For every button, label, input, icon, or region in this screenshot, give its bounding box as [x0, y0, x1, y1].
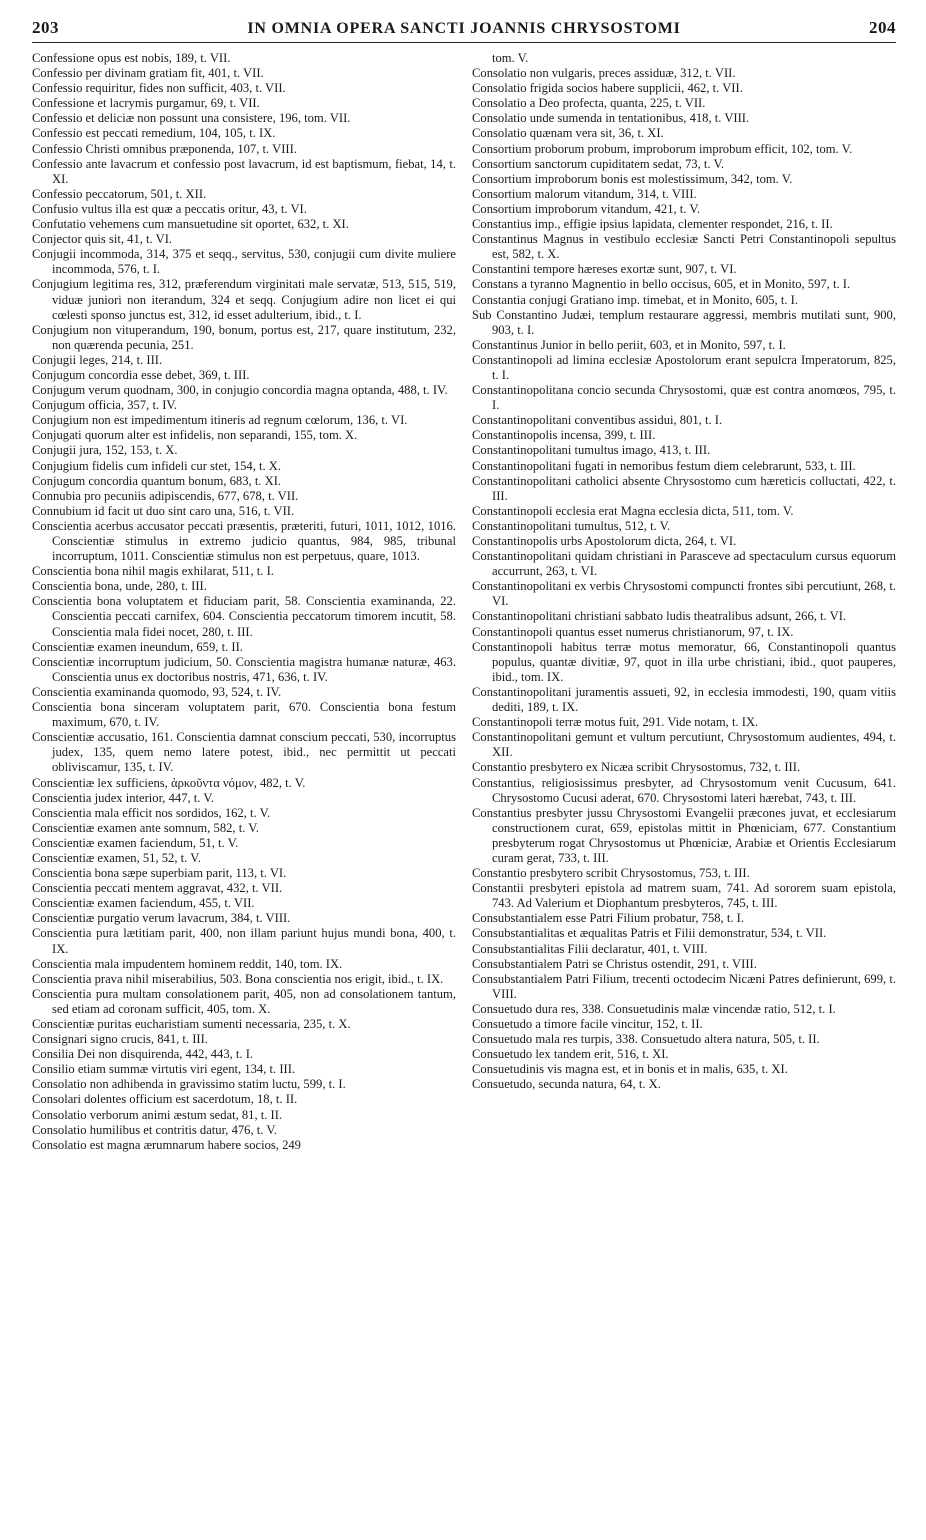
index-entry: Conscientia peccati mentem aggravat, 432, t. VII. [32, 881, 283, 896]
index-entry: Consuetudo dura res, 338. Consuetudinis malæ vincendæ ratio, 512, t. I. [472, 1001, 836, 1016]
index-entry: Constantinopoli quantus esset numerus christianorum, 97, t. IX. [472, 624, 794, 639]
index-entry: Consortium improborum bonis est molestissimum, 342, tom. V. [472, 171, 793, 186]
index-entry: Consortium proborum probum, improborum improbum efficit, 102, tom. V. [472, 141, 853, 156]
index-entry: Constantinopolitani tumultus imago, 413, t. III. [472, 443, 711, 458]
index-entry: Conjugum concordia esse debet, 369, t. III. [32, 367, 250, 382]
index-entry: Conscientia mala efficit nos sordidos, 162, t. V. [32, 805, 271, 820]
index-entry: Consuetudinis vis magna est, et in bonis et in malis, 635, t. XI. [472, 1062, 788, 1077]
index-entry: Constantinus Magnus in vestibulo ecclesiæ Sancti Petri Constantinopoli sepultus est, 582, t. X. [472, 232, 896, 262]
index-entry: Constantinopoli terræ motus fuit, 291. Vide notam, t. IX. [472, 715, 759, 730]
index-entry: Conjugii leges, 214, t. III. [32, 352, 163, 367]
index-entry: Confessione opus est nobis, 189, t. VII. [32, 51, 231, 65]
index-entry: Constantio presbytero scribit Chrysostomus, 753, t. III. [472, 866, 750, 881]
index-entry: Constantinopolitani conventibus assidui, 801, t. I. [472, 413, 723, 428]
index-entry: Consilia Dei non disquirenda, 442, 443, t. I. [32, 1047, 254, 1062]
index-entry: Consubstantialitas et æqualitas Patris et Filii demonstratur, 534, t. VII. [472, 926, 827, 941]
index-entry: Conscientia bona sæpe superbiam parit, 113, t. VI. [32, 866, 287, 881]
index-entry: Conscientiæ accusatio, 161. Conscientia damnat conscium peccati, 530, incorruptus judex, 135, quem nemo latere potest, ibid., nec permittit ut peccati obliviscamur, 135, t. IV. [32, 730, 456, 775]
index-entry: Conjugium fidelis cum infideli cur stet, 154, t. X. [32, 458, 282, 473]
index-entry: Conscientia examinanda quomodo, 93, 524, t. IV. [32, 684, 282, 699]
index-entry: Consolatio quænam vera sit, 36, t. XI. [472, 126, 664, 141]
index-entry: Conscientia acerbus accusator peccati præsentis, præteriti, futuri, 1011, 1012, 1016. Conscientiæ stimulus in extremo judicio quantus, 984, 985, tribunal incorruptum, 1011. Conscientiæ stimulus non est perpetuus, quare, 1013. [32, 518, 456, 564]
index-entry: Conjector quis sit, 41, t. VI. [32, 232, 173, 247]
index-entry: Confessio requiritur, fides non sufficit, 403, t. VII. [32, 81, 286, 96]
index-entry: Consignari signo crucis, 841, t. III. [32, 1032, 208, 1047]
index-entry: Constantinus Junior in bello periit, 603, et in Monito, 597, t. I. [472, 337, 786, 352]
index-entry: Consolatio non adhibenda in gravissimo statim luctu, 599, t. I. [32, 1077, 346, 1092]
index-entry: Constantinopolitani ex verbis Chrysostomi compuncti frontes sibi percutiunt, 268, t. VI. [472, 579, 896, 609]
index-entry: Constantini tempore hæreses exortæ sunt, 907, t. VI. [472, 262, 737, 277]
index-entry: Consilio etiam summæ virtutis viri egent, 134, t. III. [32, 1062, 296, 1077]
index-entry: Conscientiæ examen faciendum, 51, t. V. [32, 835, 239, 850]
index-entry: tom. V. [492, 51, 529, 65]
index-entry: Constantinopolitani juramentis assueti, 92, in ecclesia immodesti, 190, quam vitiis dediti, 189, t. IX. [472, 684, 896, 715]
index-entry: Confessio ante lavacrum et confessio post lavacrum, id est baptismum, fiebat, 14, t. XI. [32, 156, 456, 186]
index-entry: Constantinopolis incensa, 399, t. III. [472, 428, 656, 443]
index-entry: Consolatio unde sumenda in tentationibus, 418, t. VIII. [472, 111, 750, 126]
index-entry: Constantinopoli habitus terræ motus memoratur, 66, Constantinopoli quantus populus, quantæ divitiæ, 97, quot in illa urbe christiani, ibid., quot pauperes, ibid., tom. IX. [472, 639, 896, 684]
index-entry: Constantinopolitani tumultus, 512, t. V. [472, 518, 671, 533]
index-entry: Conscientia pura multam consolationem parit, 405, non ad consolationem tantum, sed etiam ad coronam sufficit, 405, tom. X. [32, 986, 456, 1016]
index-entry: Conscientiæ examen, 51, 52, t. V. [32, 850, 201, 865]
running-title: IN OMNIA OPERA SANCTI JOANNIS CHRYSOSTOMI [247, 20, 681, 37]
index-entry: Conjugium non vituperandum, 190, bonum, portus est, 217, quare institutum, 232, non quærenda pecunia, 251. [32, 322, 456, 352]
index-entry: Constantio presbytero ex Nicæa scribit Chrysostomus, 732, t. III. [472, 760, 801, 775]
index-entry: Conjugii jura, 152, 153, t. X. [32, 443, 178, 458]
index-entry: Conscientiæ lex sufficiens, ἀρκοῦντα νόμον, 482, t. V. [32, 775, 306, 790]
index-entry: Constantinopolitana concio secunda Chrysostomi, quæ est contra anomœos, 795, t. I. [472, 383, 896, 413]
index-entry: Conscientiæ examen ante somnum, 582, t. V. [32, 820, 259, 835]
index-entry: Consolatio non vulgaris, preces assiduæ, 312, t. VII. [472, 66, 736, 81]
index-entry: Conjugum officia, 357, t. IV. [32, 398, 178, 413]
index-entry: Consuetudo, secunda natura, 64, t. X. [472, 1077, 661, 1092]
index-entry: Confessione et lacrymis purgamur, 69, t. VII. [32, 96, 260, 111]
index-entry: Connubium id facit ut duo sint caro una, 516, t. VII. [32, 503, 295, 518]
index-entry: Conscientiæ purgatio verum lavacrum, 384, t. VIII. [32, 911, 291, 926]
index-entry: Conjugum concordia quantum bonum, 683, t. XI. [32, 473, 282, 488]
index-entry: Consolatio frigida socios habere supplicii, 462, t. VII. [472, 81, 743, 96]
index-entry: Constantius imp., effigie ipsius lapidata, clementer respondet, 216, t. II. [472, 217, 833, 232]
index-entry: Constantii presbyteri epistola ad matrem suam, 741. Ad sororem suam epistola, 743. Ad Valerium et Diophantum presbyteros, 745, t. III. [472, 881, 896, 911]
index-entry: Consubstantialem Patri Filium, trecenti octodecim Nicæni Patres definierunt, 699, t. VIII. [472, 971, 896, 1001]
index-entry: Conscientiæ incorruptum judicium, 50. Conscientia magistra humanæ naturæ, 463. Conscientia unus ex doctoribus nostris, 471, 636, t. IV. [32, 654, 456, 684]
index-entry: Consuetudo a timore facile vincitur, 152, t. II. [472, 1017, 703, 1031]
index-entry: Consolatio verborum animi æstum sedat, 81, t. II. [32, 1107, 283, 1122]
index-entry: Consolatio humilibus et contritis datur, 476, t. V. [32, 1122, 277, 1137]
index-entry: Consolari dolentes officium est sacerdotum, 18, t. II. [32, 1092, 298, 1107]
index-entry: Constans a tyranno Magnentio in bello occisus, 605, et in Monito, 597, t. I. [472, 277, 851, 292]
index-entry: Constantius presbyter jussu Chrysostomi Evangelii præcones juvat, et ecclesiarum constructionem curat, 659, epistolas mittit in Phœniciam, 677. Constantium presbyterum rogat Chrysostomus ut Phœniciæ, Arabiæ et Orientis Ecclesiarum curam gerat, 733, t. III. [472, 805, 896, 865]
index-entry: Confutatio vehemens cum mansuetudine sit oportet, 632, t. XI. [32, 217, 349, 232]
index-entry: Conjugium non est impedimentum itineris ad regnum cœlorum, 136, t. VI. [32, 413, 408, 428]
index-entry: Constantinopolitani gemunt et vultum percutiunt, Chrysostomum audientes, 494, t. XII. [472, 730, 896, 760]
index-entry: Conscientia bona, unde, 280, t. III. [32, 579, 207, 594]
index-entry: Conjugum verum quodnam, 300, in conjugio concordia magna optanda, 488, t. IV. [32, 383, 448, 398]
index-entry: Conscientiæ examen faciendum, 455, t. VII. [32, 896, 255, 911]
index-entry: Confusio vultus illa est quæ a peccatis oritur, 43, t. VI. [32, 201, 307, 216]
index-entry: Confessio peccatorum, 501, t. XII. [32, 186, 207, 201]
index-entry: Conjugii incommoda, 314, 375 et seqq., servitus, 530, conjugii cum divite muliere incommoda, 576, t. I. [32, 247, 456, 277]
index-entry: Conjugati quorum alter est infidelis, non separandi, 155, tom. X. [32, 428, 358, 443]
index-entry: Constantinopoli ecclesia erat Magna ecclesia dicta, 511, tom. V. [472, 503, 794, 518]
index-columns [32, 51, 896, 1153]
index-entry: Consortium sanctorum cupiditatem sedat, 73, t. V. [472, 156, 725, 171]
right-page-number: 204 [869, 18, 896, 37]
index-entry: Consortium malorum vitandum, 314, t. VIII. [472, 186, 697, 201]
index-entry: Constantinopolitani christiani sabbato ludis theatralibus adsunt, 266, t. VI. [472, 609, 847, 624]
index-entry: Conscientia pura lætitiam parit, 400, non illam pariunt hujus mundi bona, 400, t. IX. [32, 926, 456, 956]
index-entry: Conscientia prava nihil miserabilius, 503. Bona conscientia nos erigit, ibid., t. IX. [32, 971, 444, 986]
index-entry: Sub Constantino Judæi, templum restaurare aggressi, membris mutilati sunt, 900, 903, t. I. [472, 307, 896, 337]
index-entry: Confessio et deliciæ non possunt una consistere, 196, tom. VII. [32, 111, 351, 126]
index-entry: Consuetudo lex tandem erit, 516, t. XI. [472, 1047, 669, 1062]
left-column [32, 51, 456, 1153]
running-header [32, 18, 896, 43]
index-entry: Conscientiæ examen ineundum, 659, t. II. [32, 639, 243, 654]
index-entry: Constantius, religiosissimus presbyter, ad Chrysostomum venit Cucusum, 641. Chrysostomo Cucusi aderat, 670. Chrysostomi lateri hærebat, 743, t. III. [472, 775, 896, 805]
index-entry: Constantinopolitani fugati in nemoribus festum diem celebrarunt, 533, t. III. [472, 458, 856, 473]
index-entry: Confessio est peccati remedium, 104, 105, t. IX. [32, 126, 276, 141]
index-entry: Connubia pro pecuniis adipiscendis, 677, 678, t. VII. [32, 488, 299, 503]
index-entry: Conscientia bona sinceram voluptatem parit, 670. Conscientia bona festum maximum, 670, t. IV. [32, 700, 456, 730]
index-entry: Conscientiæ puritas eucharistiam sumenti necessaria, 235, t. X. [32, 1017, 351, 1031]
index-entry: Conscientia bona nihil magis exhilarat, 511, t. I. [32, 564, 274, 579]
index-entry: Confessio Christi omnibus præponenda, 107, t. VIII. [32, 141, 297, 156]
right-column [472, 51, 896, 1153]
index-entry: Constantinopolitani quidam christiani in Parasceve ad spectaculum cursus equorum accurrunt, 263, t. VI. [472, 549, 896, 579]
index-entry: Conscientia judex interior, 447, t. V. [32, 790, 214, 805]
index-entry: Consortium improborum vitandum, 421, t. V. [472, 201, 700, 216]
index-entry: Constantinopolis urbs Apostolorum dicta, 264, t. VI. [472, 534, 737, 548]
index-entry: Constantia conjugi Gratiano imp. timebat, et in Monito, 605, t. I. [472, 292, 798, 307]
index-entry: Consuetudo mala res turpis, 338. Consuetudo altera natura, 505, t. II. [472, 1032, 820, 1047]
index-entry: Consubstantialitas Filii declaratur, 401, t. VIII. [472, 941, 708, 956]
index-entry: Consolatio a Deo profecta, quanta, 225, t. VII. [472, 96, 706, 111]
index-entry: Conscientia mala impudentem hominem reddit, 140, tom. IX. [32, 956, 343, 971]
index-entry: Consolatio est magna ærumnarum habere socios, 249 [32, 1137, 301, 1152]
index-entry: Confessio per divinam gratiam fit, 401, t. VII. [32, 66, 264, 81]
index-entry: Constantinopolitani catholici absente Chrysostomo cum hæreticis colluctati, 422, t. III. [472, 473, 896, 503]
index-entry: Constantinopoli ad limina ecclesiæ Apostolorum erant sepulcra Imperatorum, 825, t. I. [472, 352, 896, 382]
left-page-number: 203 [32, 18, 59, 37]
index-entry: Conscientia bona voluptatem et fiduciam parit, 58. Conscientia examinanda, 22. Conscientia peccati carnifex, 604. Conscientia peccatorum timorem incutit, 58. Conscientia mala fidei nocet, 280, t. III. [32, 594, 456, 639]
index-entry: Consubstantialem Patri se Christus ostendit, 291, t. VIII. [472, 956, 757, 971]
index-entry: Conjugium legitima res, 312, præferendum virginitati male servatæ, 513, 515, 519, viduæ juniori non iterandum, 324 et seqq. Conjugium adire non licet ei qui cœlesti sponso junctus est, 312, id esset adulterium, ibid., t. I. [32, 277, 456, 322]
index-entry: Consubstantialem esse Patri Filium probatur, 758, t. I. [472, 911, 744, 926]
